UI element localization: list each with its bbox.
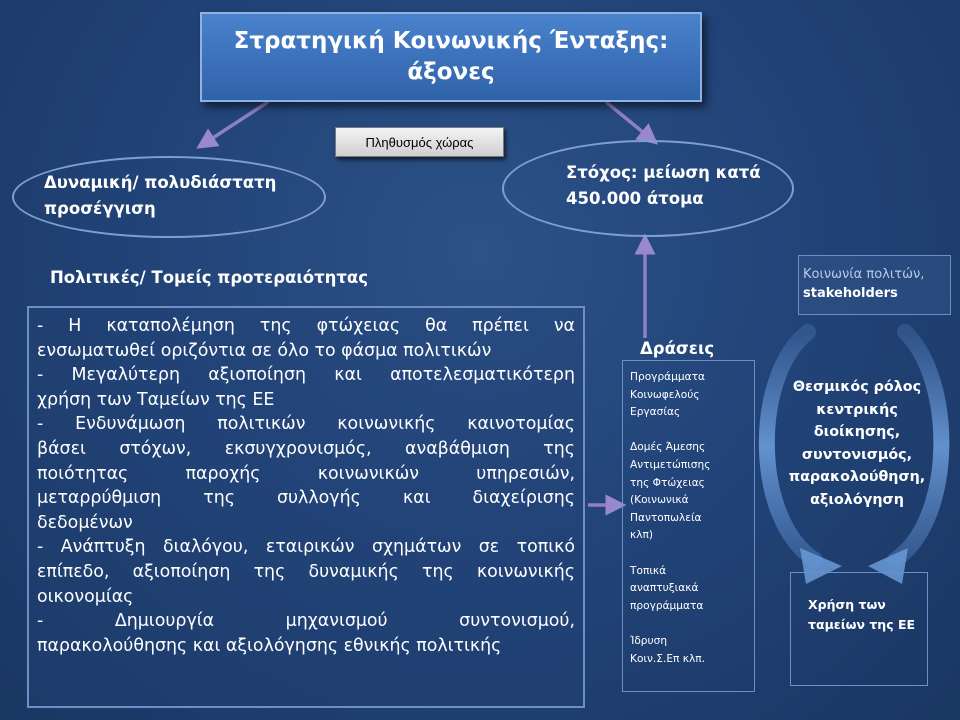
- population-badge: Πληθυσμός χώρας: [335, 127, 504, 157]
- action-spacer: [630, 615, 749, 633]
- funds-line-1: Χρήση των: [808, 597, 886, 612]
- central-role-text: [772, 376, 942, 511]
- eu-funds-box: [790, 572, 928, 686]
- action-line: της Φτώχειας: [630, 476, 705, 489]
- action-line: κλπ): [630, 529, 654, 542]
- policy-line: μεταρρύθμιση της συλλογής και διαχείρισης: [37, 488, 575, 509]
- policy-line: - Ανάπτυξη διαλόγου, εταιρικών σχημάτων σε τοπικό: [37, 537, 575, 558]
- action-line: Κοινωφελούς: [630, 388, 700, 401]
- policy-line: - Δημιουργία μηχανισμού συντονισμού,: [37, 611, 575, 632]
- policy-line: ενσωματωθεί οριζόντια σε όλο το φάσμα πολιτικών: [37, 340, 492, 361]
- policy-line: - Η καταπολέμηση της φτώχειας θα πρέπει να: [37, 316, 575, 336]
- action-spacer: [630, 545, 749, 563]
- action-line: Κοιν.Σ.Επ κλπ.: [630, 652, 706, 665]
- approach-line-1: Δυναμική/ πολυδιάστατη: [44, 173, 277, 192]
- action-line: Προγράμματα: [630, 371, 705, 383]
- title-line-2: άξονες: [407, 59, 495, 85]
- approach-text: [44, 170, 276, 222]
- title-box: [200, 12, 702, 102]
- action-spacer: [630, 422, 749, 440]
- role-line: Θεσμικός ρόλος: [792, 379, 922, 395]
- action-line: Αντιμετώπισης: [630, 458, 711, 471]
- actions-box: [622, 360, 755, 692]
- arrow-title-to-right: [606, 102, 650, 138]
- arrow-title-to-left: [205, 102, 268, 143]
- goal-line-1: Στόχος: μείωση κατά: [566, 163, 761, 182]
- action-line: προγράμματα: [630, 599, 704, 612]
- action-line: (Κοινωνικά: [630, 494, 689, 507]
- role-line: διοίκησης,: [813, 424, 901, 440]
- policies-title: Πολιτικές/ Τομείς προτεραιότητας: [50, 268, 369, 287]
- action-line: Εργασίας: [630, 406, 681, 419]
- action-line: Ίδρυση: [630, 634, 668, 647]
- policy-line: παρακολούθησης και αξιολόγησης εθνικής πολιτικής: [37, 635, 502, 656]
- policy-line: - Μεγαλύτερη αξιοποίηση και αποτελεσματικότερη: [37, 365, 575, 386]
- stakeholders-box: [798, 255, 951, 315]
- policy-line: επίπεδο, αξιοποίηση της δυναμικής της κοινωνικής: [37, 561, 575, 582]
- stakeholders-line-2: stakeholders: [803, 286, 898, 301]
- policy-line: βάσει στόχων, εκσυγχρονισμός, αναβάθμιση της: [37, 438, 575, 459]
- policy-line: ποιότητας παροχής κοινωνικών υπηρεσιών,: [37, 463, 575, 484]
- action-line: Τοπικά: [630, 564, 667, 577]
- title-line-1: Στρατηγική Κοινωνικής Ένταξης:: [233, 28, 669, 54]
- policy-line: - Ενδυνάμωση πολιτικών κοινωνικής καινοτομίας: [37, 414, 575, 435]
- goal-line-2: 450.000 άτομα: [566, 189, 704, 208]
- actions-title: Δράσεις: [640, 339, 715, 358]
- role-line: συντονισμός,: [801, 446, 913, 463]
- role-line: κεντρικής: [816, 401, 898, 418]
- policy-line: χρήση των Ταμείων της ΕΕ: [37, 389, 275, 410]
- approach-line-2: προσέγγιση: [44, 199, 156, 218]
- policy-line: δεδομένων: [37, 512, 133, 533]
- stakeholders-line-1: Κοινωνία πολιτών,: [803, 267, 925, 282]
- policy-line: οικονομίας: [37, 586, 134, 607]
- goal-text: [566, 160, 761, 212]
- policies-box: [27, 306, 585, 708]
- role-line: αξιολόγηση: [810, 491, 904, 508]
- action-line: αναπτυξιακά: [630, 582, 699, 595]
- action-line: Παντοπωλεία: [630, 511, 702, 524]
- role-line: παρακολούθηση,: [788, 469, 926, 485]
- funds-line-2: ταμείων της ΕΕ: [808, 617, 916, 632]
- action-line: Δομές Άμεσης: [630, 441, 706, 454]
